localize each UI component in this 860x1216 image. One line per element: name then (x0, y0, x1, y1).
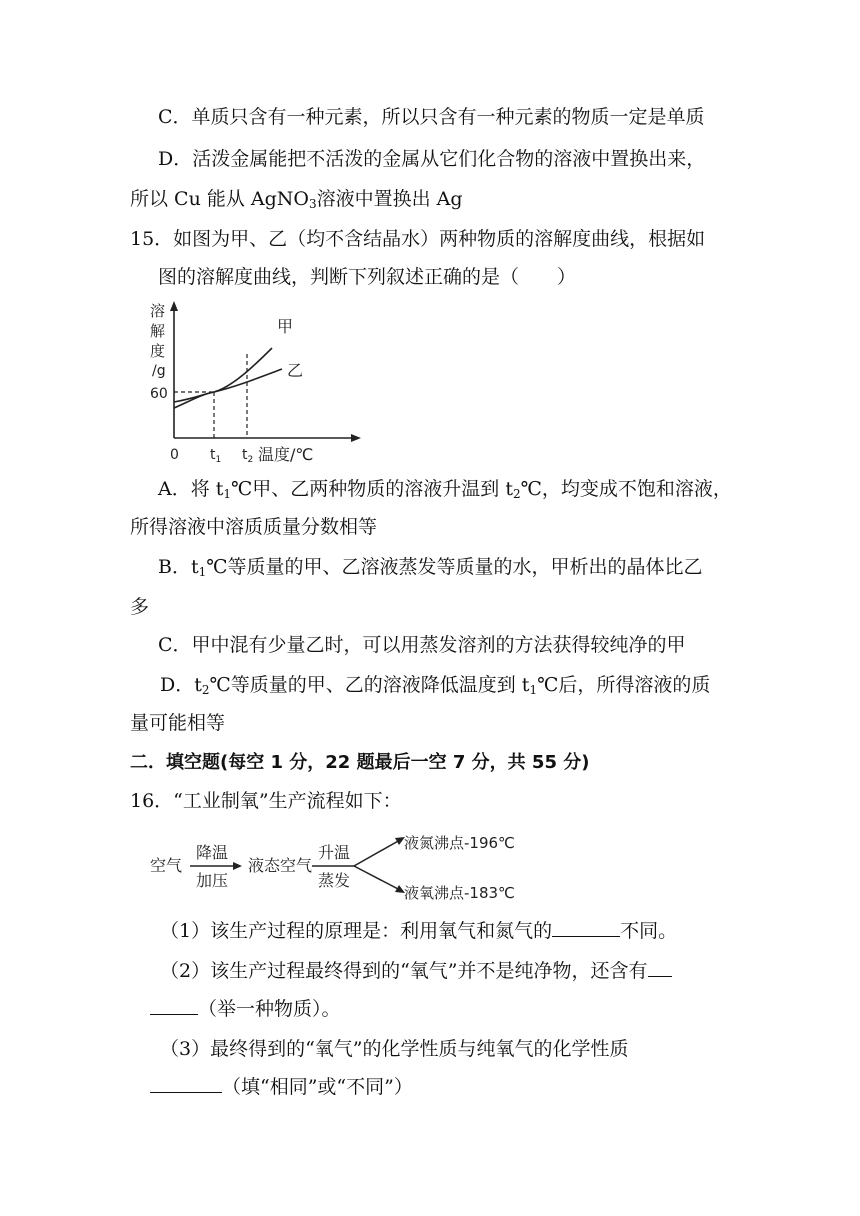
q14-option-d-line2: 所以 Cu 能从 AgNO$_3$溶液中置换出 Ag (130, 188, 463, 211)
flow-branch-oxygen: 液氧沸点-183℃ (404, 884, 515, 902)
q15-option-b-line1: B．$t_1℃$等质量的甲、乙溶液蒸发等质量的水，甲析出的晶体比乙 (158, 556, 703, 579)
answer-blank-2a[interactable] (648, 958, 672, 977)
q15-option-c: C．甲中混有少量乙时，可以用蒸发溶剂的方法获得较纯净的甲 (158, 634, 686, 656)
curve-yi-label: 乙 (287, 361, 304, 380)
q16-part2-line1: （2）该生产过程最终得到的“氧气”并不是纯净物，还含有 (160, 958, 672, 984)
q15-option-d-line1: D．$t_2℃$等质量的甲、乙的溶液降低温度到 $t_1℃$后，所得溶液的质 (160, 674, 711, 697)
q15-stem-line2: 图的溶解度曲线，判断下列叙述正确的是（ ） (158, 266, 577, 288)
q15-stem-line1: 15．如图为甲、乙（均不含结晶水）两种物质的溶解度曲线，根据如 (130, 228, 706, 250)
q15-option-b-line2: 多 (130, 596, 150, 618)
oxygen-process-flow (150, 826, 530, 906)
curve-jia (174, 348, 272, 402)
flow-branch-up (354, 840, 400, 866)
flow-branch-down (354, 866, 400, 890)
solubility-curve-figure (148, 298, 468, 473)
q14-option-d-line1: D．活泼金属能把不活泼的金属从它们化合物的溶液中置换出来， (158, 148, 706, 170)
q16-part1: （1）该生产过程的原理是：利用氧气和氮气的 不同。 (160, 920, 678, 942)
flow-step1-top: 降温 (196, 843, 229, 862)
flow-step2-top: 升温 (318, 843, 351, 862)
y-axis-label-3: 度 (150, 342, 166, 360)
q16-part3-line2: （填“相同”或“不同”） (150, 1074, 413, 1100)
answer-blank-1[interactable] (552, 918, 620, 937)
y-axis-label-2: 解 (150, 322, 166, 340)
q16-part2-line2: （举一种物质）。 (150, 996, 341, 1022)
y-axis-label-1: 溶 (150, 302, 166, 320)
flow-air: 空气 (150, 856, 183, 875)
answer-blank-3[interactable] (150, 1074, 222, 1093)
q16-stem: 16．“工业制氧”生产流程如下： (130, 790, 402, 812)
x-axis-label: 温度/℃ (258, 445, 314, 464)
origin-label: 0 (170, 447, 179, 463)
q15-option-d-line2: 量可能相等 (130, 712, 226, 734)
section-heading: 二．填空题(每空 1 分，22 题最后一空 7 分，共 55 分) (130, 752, 590, 773)
y-axis-arrow (170, 301, 178, 311)
curve-jia-label: 甲 (277, 317, 294, 336)
y-tick-60: 60 (150, 386, 168, 402)
x-axis-arrow (351, 434, 361, 442)
flow-liquid-air: 液态空气 (248, 856, 313, 875)
q15-option-a-line2: 所得溶液中溶质质量分数相等 (130, 516, 378, 538)
flow-branch-nitrogen: 液氮沸点-196℃ (404, 834, 515, 852)
answer-blank-2b[interactable] (150, 996, 198, 1015)
flow-step2-bottom: 蒸发 (318, 871, 351, 890)
curve-yi (174, 369, 282, 408)
flow-arrow-1-head (233, 862, 242, 870)
flow-step1-bottom: 加压 (196, 871, 229, 890)
q14-option-c: C．单质只含有一种元素，所以只含有一种元素的物质一定是单质 (158, 106, 705, 128)
t2-label: $t_2$ (242, 447, 254, 465)
t1-label: $t_1$ (210, 447, 222, 465)
q15-option-a-line1: A．将 $t_1℃$甲、乙两种物质的溶液升温到 $t_2℃$，均变成不饱和溶液， (158, 478, 732, 501)
y-axis-label-4: /g (152, 363, 166, 379)
q16-part3-line1: （3）最终得到的“氧气”的化学性质与纯氧气的化学性质 (160, 1038, 629, 1060)
